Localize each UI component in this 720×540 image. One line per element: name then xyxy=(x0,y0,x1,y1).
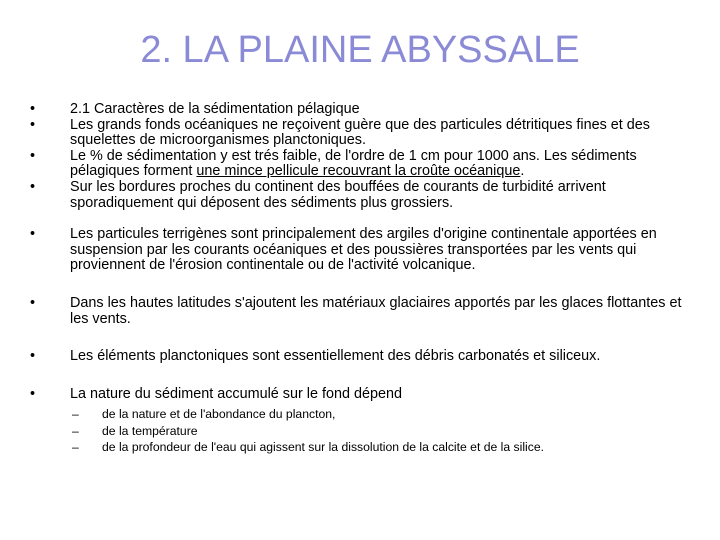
bullet-icon: • xyxy=(30,385,36,402)
list-item xyxy=(30,102,690,118)
sub-list-item xyxy=(30,439,690,456)
bullet-icon: • xyxy=(30,101,36,117)
sub-list-item xyxy=(30,406,690,423)
list-item-text: Les éléments planctoniques sont essentiellement des débris carbonatés et siliceux. xyxy=(70,348,601,365)
list-item-text: Le % de sédimentation y est trés faible, de l'ordre de 1 cm pour 1000 ans. Les sédiments pélagiques forment une mince pellicule recouvrant la croûte océanique. xyxy=(70,147,637,180)
bullet-icon: • xyxy=(30,147,36,164)
list-item xyxy=(30,296,690,327)
bullet-icon: • xyxy=(30,294,36,311)
list-item-text: Les particules terrigènes sont principalement des argiles d'origine continentale apportées en suspension par les courants océaniques et des poussières transportées par les vents qui proviennent de l'érosion continentale ou de l'activité volcanique. xyxy=(70,226,657,274)
dash-icon: – xyxy=(72,423,79,438)
list-item xyxy=(30,118,690,149)
underlined-phrase: une mince pellicule recouvrant la croûte océanique xyxy=(196,163,521,180)
list-item-text: Sur les bordures proches du continent des bouffées de courants de turbidité arrivent sporadiquement qui déposent des sédiments plus grossiers. xyxy=(70,178,606,211)
list-item-text: 2.1 Caractères de la sédimentation pélagique xyxy=(70,101,360,117)
slide-title: 2. LA PLAINE ABYSSALE xyxy=(140,29,580,71)
bullet-icon: • xyxy=(30,116,36,133)
sub-list-item-text: de la profondeur de l'eau qui agissent sur la dissolution de la calcite et de la silice. xyxy=(102,440,545,455)
list-item-text: Les grands fonds océaniques ne reçoivent guère que des particules détritiques fines et des squelettes de microorganismes planctoniques. xyxy=(70,116,650,149)
bullet-group-sedimentation xyxy=(30,102,690,211)
list-item xyxy=(30,149,690,180)
bullet-icon: • xyxy=(30,178,36,195)
list-item-text: Dans les hautes latitudes s'ajoutent les matériaux glaciaires apportés par les glaces flottantes et les vents. xyxy=(70,294,682,327)
dash-icon: – xyxy=(72,407,79,422)
list-item xyxy=(30,227,690,274)
list-item xyxy=(30,180,690,211)
slide-content xyxy=(30,102,690,456)
list-item xyxy=(30,349,690,365)
sub-list-item xyxy=(30,423,690,440)
bullet-icon: • xyxy=(30,226,36,243)
dash-icon: – xyxy=(72,440,79,455)
sub-list-item-text: de la température xyxy=(102,423,198,438)
list-item xyxy=(30,387,690,403)
sub-list xyxy=(30,406,690,456)
sub-list-item-text: de la nature et de l'abondance du plancton, xyxy=(102,407,336,422)
list-item-text: La nature du sédiment accumulé sur le fond dépend xyxy=(70,385,403,402)
bullet-icon: • xyxy=(30,348,36,365)
